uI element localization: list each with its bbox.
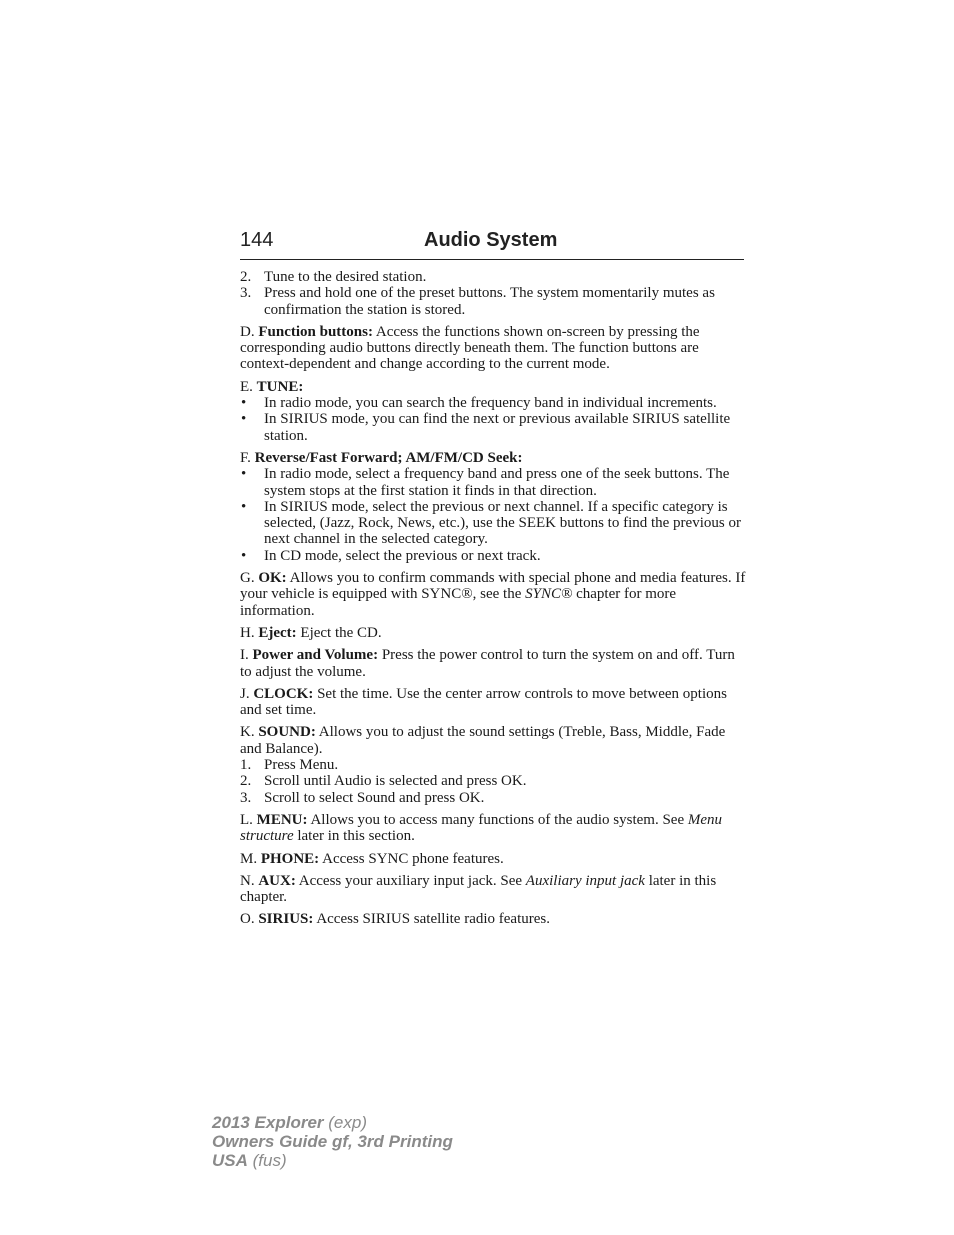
step-text: Press Menu. bbox=[264, 757, 339, 774]
item-f bbox=[240, 450, 746, 564]
item-m bbox=[240, 851, 746, 867]
step-item bbox=[240, 773, 746, 789]
item-text: Allows you to confirm commands with special phone and media features. If your vehicle is equipped with SYNC®, see the bbox=[240, 570, 746, 603]
item-prefix: M. bbox=[240, 850, 258, 867]
item-g bbox=[240, 570, 746, 619]
item-prefix: F. bbox=[240, 449, 251, 466]
footer-line-market bbox=[212, 1151, 453, 1170]
bullet-item bbox=[240, 499, 746, 548]
bullet-icon: • bbox=[241, 466, 247, 483]
step-number: 3. bbox=[240, 285, 252, 302]
item-term: AUX: bbox=[258, 872, 296, 889]
bullet-text: In SIRIUS mode, select the previous or next channel. If a specific category is selected, (Jazz, Rock, News, etc.), use the SEEK buttons to find the previous or next channel in the selected category. bbox=[264, 498, 741, 548]
step-item bbox=[240, 757, 746, 773]
item-text: Eject the CD. bbox=[300, 624, 382, 641]
item-prefix: I. bbox=[240, 647, 249, 664]
item-text: Access SIRIUS satellite radio features. bbox=[316, 911, 550, 928]
item-j bbox=[240, 686, 746, 719]
bullet-text: In CD mode, select the previous or next track. bbox=[264, 547, 541, 564]
footer-guide: Owners Guide gf, 3rd Printing bbox=[212, 1132, 453, 1151]
bullet-text: In SIRIUS mode, you can find the next or previous available SIRIUS satellite station. bbox=[264, 411, 731, 444]
item-prefix: L. bbox=[240, 811, 253, 828]
bullet-icon: • bbox=[241, 411, 247, 428]
cross-reference: Menu structure bbox=[240, 811, 723, 845]
bullet-icon: • bbox=[241, 547, 247, 564]
page-footer bbox=[212, 1113, 453, 1170]
item-prefix: G. bbox=[240, 570, 255, 587]
section-title: Audio System bbox=[424, 229, 558, 251]
bullet-item bbox=[240, 395, 746, 411]
item-prefix: H. bbox=[240, 624, 255, 641]
bullet-text: In radio mode, you can search the frequency band in individual increments. bbox=[264, 395, 717, 412]
footer-code: (exp) bbox=[328, 1113, 367, 1132]
step-text: Scroll to select Sound and press OK. bbox=[264, 789, 485, 806]
bullet-text: In radio mode, select a frequency band and press one of the seek buttons. The system stops at the first station it finds in that direction. bbox=[264, 466, 730, 499]
bullet-item bbox=[240, 548, 746, 564]
item-text: Press the power control to turn the system on and off. Turn to adjust the volume. bbox=[240, 647, 735, 680]
item-prefix: E. bbox=[240, 378, 253, 395]
item-term: Power and Volume: bbox=[252, 647, 379, 664]
item-text: Allows you to access many functions of the audio system. See bbox=[310, 811, 685, 828]
step-text: Press and hold one of the preset buttons. The system momentarily mutes as confirmation the station is stored. bbox=[264, 285, 715, 318]
item-n bbox=[240, 873, 746, 906]
item-term: PHONE: bbox=[260, 850, 320, 867]
item-l bbox=[240, 812, 746, 845]
cross-reference: SYNC® bbox=[525, 586, 573, 603]
item-text: chapter for more information. bbox=[240, 586, 677, 619]
bullet-icon: • bbox=[241, 395, 247, 412]
item-term: Reverse/Fast Forward; AM/FM/CD Seek: bbox=[254, 449, 523, 466]
item-prefix: J. bbox=[240, 685, 250, 702]
item-text: Access SYNC phone features. bbox=[322, 850, 504, 867]
page-content bbox=[240, 269, 746, 934]
bullet-item bbox=[240, 466, 746, 499]
item-text: Set the time. Use the center arrow controls to move between options and set time. bbox=[240, 685, 727, 719]
footer-market: USA bbox=[212, 1151, 248, 1170]
bullet-item bbox=[240, 411, 746, 444]
item-term: MENU: bbox=[256, 811, 308, 828]
item-prefix: O. bbox=[240, 911, 255, 928]
step-item bbox=[240, 285, 746, 318]
item-text: Access your auxiliary input jack. See bbox=[298, 872, 523, 889]
item-prefix: K. bbox=[240, 724, 255, 741]
item-term: Function buttons: bbox=[258, 323, 373, 340]
item-term: OK: bbox=[258, 570, 287, 587]
step-number: 2. bbox=[240, 773, 252, 790]
footer-model: 2013 Explorer bbox=[212, 1113, 324, 1132]
item-prefix: D. bbox=[240, 323, 255, 340]
item-i bbox=[240, 647, 746, 680]
item-term: SOUND: bbox=[258, 724, 316, 741]
step-number: 1. bbox=[240, 757, 252, 774]
steps-top bbox=[240, 269, 746, 318]
step-text: Tune to the desired station. bbox=[264, 269, 427, 285]
step-text: Scroll until Audio is selected and press OK. bbox=[264, 773, 527, 790]
footer-code: (fus) bbox=[252, 1151, 287, 1170]
item-h bbox=[240, 625, 746, 641]
item-prefix: N. bbox=[240, 872, 255, 889]
page-header bbox=[240, 229, 744, 260]
item-k bbox=[240, 724, 746, 805]
step-number: 2. bbox=[240, 269, 252, 285]
step-item bbox=[240, 790, 746, 806]
footer-line-model bbox=[212, 1113, 453, 1132]
cross-reference: Auxiliary input jack bbox=[525, 872, 645, 889]
item-term: SIRIUS: bbox=[258, 911, 314, 928]
item-text: later in this chapter. bbox=[240, 872, 717, 906]
item-text: later in this section. bbox=[297, 828, 415, 845]
step-number: 3. bbox=[240, 789, 252, 806]
item-e bbox=[240, 379, 746, 444]
item-text: Allows you to adjust the sound settings (Treble, Bass, Middle, Fade and Balance). bbox=[240, 724, 726, 757]
item-term: TUNE: bbox=[256, 378, 304, 395]
item-text: Access the functions shown on-screen by pressing the corresponding audio buttons directly beneath them. The function buttons are context-dependent and change according to the current mode. bbox=[240, 323, 700, 373]
step-item bbox=[240, 269, 746, 285]
item-term: CLOCK: bbox=[253, 685, 314, 702]
item-o bbox=[240, 911, 746, 927]
footer-line-guide bbox=[212, 1132, 453, 1151]
bullet-icon: • bbox=[241, 498, 247, 515]
item-d bbox=[240, 324, 746, 373]
item-term: Eject: bbox=[258, 624, 297, 641]
page-number: 144 bbox=[240, 229, 274, 251]
